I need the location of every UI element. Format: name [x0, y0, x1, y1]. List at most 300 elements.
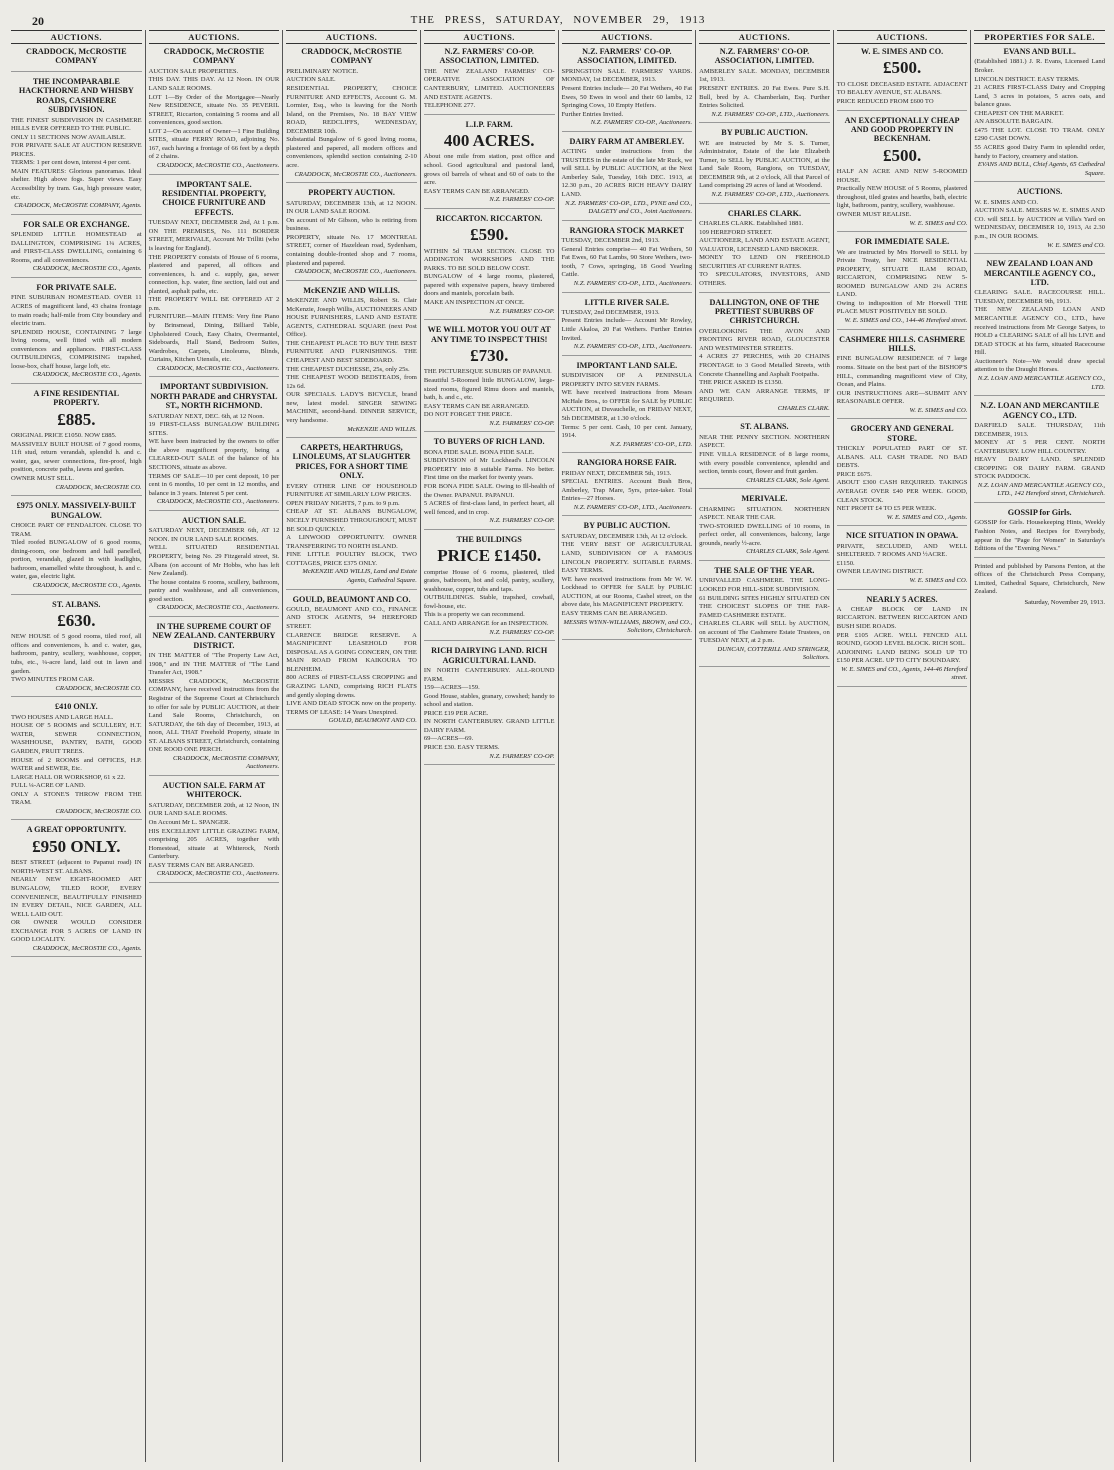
- ad-text: AND WE CAN ARRANGE TERMS, IF REQUIRED.: [699, 387, 830, 404]
- ad-signature: N.Z. FARMERS' CO-OP.: [489, 419, 555, 427]
- ad-text: FINE VILLA RESIDENCE of 8 large rooms, with every possible convenience, splendid and section, tennis court, flower and fruit garden.: [699, 450, 830, 476]
- ad-text: THE FINEST SUBDIVISION IN CASHMERE HILLS EVER OFFERED TO THE PUBLIC.: [11, 116, 142, 133]
- ad-text: CHOICE PART OF FENDALTON. CLOSE TO TRAM.: [11, 522, 142, 538]
- ad-text: Substantial Bungalow of 6 good living rooms, plastered and papered, all modern offices and conveniences, splendid section containing 2-10 acre.: [286, 136, 417, 170]
- advertisement: [974, 259, 1105, 396]
- ad-headline: N.Z. FARMERS' CO-OP. ASSOCIATION, LIMITED.: [714, 47, 815, 66]
- column: [283, 30, 421, 1462]
- ad-text: McKENZIE AND WILLIS, Robert St. Clair McKenzie, Joseph Willis, AUCTIONEERS AND HOUSE FURNISHERS, LAND AND ESTATE AGENTS, CATHEDRAL SQUARE (next Post Office).: [286, 297, 417, 339]
- column-heading: PROPERTIES FOR SALE.: [974, 30, 1105, 44]
- ad-text: 55 ACRES good Dairy Farm in splendid order, handy to Factory, creamery and station.: [974, 144, 1105, 160]
- ad-text: We are instructed by Mrs Horwell to SELL by Private Treaty, her NICE RESIDENTIAL PROPERTY, SITUATE ILAM ROAD, RICCARTON, COMPRISING NEW 5-ROOMED BUNGALOW AND 2¼ ACRES LAND.: [836, 248, 968, 299]
- column: [8, 30, 146, 1462]
- ad-signature: W. E. SIMES and CO., 144-46 Hereford street.: [844, 317, 968, 325]
- ad-price: £500.: [882, 58, 922, 78]
- ad-text: CHEAP AT ST. ALBANS BUNGALOW, NICELY FURNISHED THROUGHOUT, MUST BE SOLD QUICKLY.: [286, 508, 417, 533]
- ad-text: AUCTION SALE PROPERTIES.: [148, 67, 239, 75]
- ad-signature: CRADDOCK, McCROSTIE COMPANY, Agents.: [14, 202, 142, 210]
- ad-headline: BY PUBLIC AUCTION.: [583, 521, 670, 531]
- ad-text: ACTING under instructions from the TRUSTEES in the estate of the late Mr Ruck, we will SELL by PUBLIC AUCTION, at the Next Amberley Sale, Tuesday, 16th DEC. 1913, at 12.30 p.m., 20 ACRES RICH HEAVY DAIRY LAND.: [561, 148, 693, 199]
- ad-text: OVERLOOKING THE AVON AND FRONTING RIVER ROAD, GLOUCESTER AND WESTMINSTER STREETS.: [699, 327, 830, 352]
- ad-signature: N.Z. LOAN AND MERCANTILE AGENCY CO., LTD.: [977, 374, 1105, 391]
- advertisement: [149, 622, 280, 776]
- ad-text: OUR INSTRUCTIONS ARE—SUBMIT ANY REASONABLE OFFER.: [836, 389, 968, 406]
- advertisement: [424, 646, 555, 765]
- ad-text: A CHEAP BLOCK OF LAND IN RICCARTON. BETWEEN RICCARTON AND BUSH SIDE ROADS.: [836, 605, 968, 631]
- ad-signature: CRADDOCK, McCROSTIE COMPANY, Auctioneers.: [173, 754, 280, 771]
- ad-headline: NEW ZEALAND LOAN AND MERCANTILE AGENCY CO., LTD.: [983, 259, 1096, 287]
- ad-headline: IN THE SUPREME COURT OF NEW ZEALAND. CANTERBURY DISTRICT.: [152, 621, 276, 650]
- advertisement: [562, 521, 693, 639]
- advertisement: [149, 382, 280, 510]
- advertisement: [837, 424, 968, 526]
- ad-text: AUCTION SALE.: [286, 76, 336, 84]
- ad-headline: THE BUILDINGS: [456, 534, 522, 544]
- ad-text: FOR BONA FIDE SALE. Owing to Ill-health of the Owner. PAPANUI. PAPANUI.: [423, 483, 555, 499]
- advertisement: [424, 535, 555, 641]
- ad-text: DARFIELD SALE. THURSDAY, 11th DECEMBER, 1913.: [974, 421, 1105, 438]
- ad-text: General Entries comprise— 40 Fat Wethers, 50 Fat Ewes, 60 Fat Lambs, 90 Store Wethers, two-tooth, 7 Cows, springing, 18 Good Yearling Cattle.: [561, 245, 693, 279]
- ad-text: ORIGINAL PRICE £1050. NOW £885.: [11, 432, 117, 440]
- advertisement: [974, 508, 1105, 558]
- ad-signature: EVANS AND BULL, Chief Agents, 65 Cathedral Square.: [977, 161, 1105, 177]
- ad-text: GOSSIP for Girls. Housekeeping Hints, Weekly Fashion Notes, and Recipes for Everybody, appear in the "Page for Women" in Saturday's Editions of the "Evening News.": [974, 519, 1105, 553]
- ad-signature: CRADDOCK, McCROSTIE CO., Auctioneers.: [156, 870, 280, 878]
- ad-text: TERMS: 1 per cent down, interest 4 per cent.: [11, 159, 131, 167]
- ad-headline: NEARLY 5 ACRES.: [866, 594, 938, 604]
- ad-headline: A GREAT OPPORTUNITY.: [26, 825, 127, 835]
- ad-signature: W. E. SIMES and CO., Agents, 144-46 Hereford street.: [841, 665, 968, 682]
- ad-text: TUESDAY, 2nd DECEMBER, 1913.: [561, 308, 660, 316]
- advertisement: [562, 458, 693, 516]
- ad-headline: CRADDOCK, McCROSTIE COMPANY: [163, 47, 265, 66]
- ad-headline: PROPERTY AUCTION.: [308, 188, 395, 198]
- column-heading: AUCTIONS.: [424, 30, 555, 44]
- ad-signature: CRADDOCK, McCROSTIE CO., Agents.: [32, 944, 142, 952]
- ad-headline: McKENZIE AND WILLIS.: [303, 285, 400, 295]
- ad-text: MONEY AT 5 PER CENT. NORTH CANTERBURY. LOW HILL COUNTRY.: [974, 439, 1105, 455]
- ad-text: RESIDENTIAL PROPERTY, CHOICE FURNITURE AND EFFECTS, Account G. M. Lormier, Esq., who is leaving for the North Island, on the Premises, No. 18 BAY VIEW ROAD, REDCLIFFS, WEDNESDAY, DECEMBER 10th.: [286, 84, 417, 135]
- ad-text: TO CLOSE DECEASED ESTATE. ADJACENT TO BEALEY AVENUE, ST. ALBANS.: [836, 80, 968, 97]
- ad-text: FOR PRIVATE SALE AT AUCTION RESERVE PRICES.: [11, 142, 142, 158]
- ad-signature: N.Z. FARMERS' CO-OP., LTD., Auctioneers.: [573, 503, 693, 511]
- ad-text: WE have received instructions from Mr W. W. Lockhead to OFFER for SALE by PUBLIC AUCTION, at our Rooms, Cashel street, on the above date, his MAGNIFICENT PROPERTY.: [561, 575, 693, 609]
- ad-text: DO NOT FORGET THE PRICE.: [423, 411, 512, 419]
- ad-text: EASY TERMS CAN BE ARRANGED.: [148, 861, 255, 869]
- ad-text: WE have been instructed by the owners to offer the above magnificent property, being a CLEARED-OUT SALE of the balance of his SECTIONS, situate as above.: [148, 438, 280, 472]
- ad-headline: THE INCOMPARABLE HACKTHORNE AND WHISBY ROADS, CASHMERE SUBDIVISION.: [18, 76, 134, 115]
- ad-headline: CARPETS, HEARTHRUGS, LINOLEUMS, AT SLAUGHTER PRICES, FOR A SHORT TIME ONLY.: [292, 443, 411, 481]
- ad-text: OUR SPECIALS. LADY'S BICYCLE, brand new, latest model. SINGER SEWING MACHINE, second-hand. DINNER SERVICE, very handsome.: [286, 391, 417, 424]
- ad-text: MAIN FEATURES: Glorious panoramas. Ideal shelter. High above fogs. Super views. Easy Accessibility by tram. Gas, high pressure water, etc.: [11, 167, 142, 201]
- ad-text: OR OWNER WOULD CONSIDER EXCHANGE FOR 5 ACRES OF LAND IN GOOD LOCALITY.: [11, 919, 142, 944]
- ad-text: 800 ACRES of FIRST-CLASS CROPPING and GRAZING LAND, comprising RICH FLATS and gently sloping downs.: [286, 674, 417, 699]
- ad-text: PRICE REDUCED FROM £600 TO: [836, 97, 934, 105]
- advertisement: [699, 298, 830, 418]
- ad-signature: N.Z. FARMERS' CO-OP., LTD., PYNE and CO., DALGETY and CO., Joint Auctioneers.: [565, 199, 693, 216]
- ad-headline: FOR PRIVATE SALE.: [36, 282, 117, 292]
- ad-signature: MESSRS WYNN-WILLIAMS, BROWN, and CO., Solicitors, Christchurch.: [563, 618, 693, 635]
- advertisement: [699, 47, 830, 123]
- ad-text: GOULD, BEAUMONT AND CO., FINANCE AND STOCK AGENTS, 94 HEREFORD STREET.: [286, 605, 417, 631]
- ad-text: AN ABSOLUTE BARGAIN.: [974, 118, 1053, 126]
- ad-headline: RANGIORA STOCK MARKET: [569, 225, 685, 235]
- ad-signature: N.Z. FARMERS' CO-OP.: [489, 307, 555, 315]
- ad-headline: NICE SITUATION IN OPAWA.: [846, 531, 959, 541]
- page-number: 20: [32, 14, 44, 28]
- advertisement: [699, 566, 830, 667]
- ad-text: FINE SUBURBAN HOMESTEAD. OVER 11 ACRES of magnificent land, 43 chains frontage to main roads; half-mile from City boundary and electric tram.: [11, 294, 142, 328]
- ad-headline: IMPORTANT SALE. RESIDENTIAL PROPERTY, CHOICE FURNITURE AND EFFECTS.: [161, 179, 266, 217]
- ad-text: THE VERY BEST OF AGRICULTURAL LAND, SUBDIVISION OF A FAMOUS LINCOLN PROPERTY. SUITABLE FARMS. EASY TERMS.: [561, 541, 693, 575]
- ad-text: FULL ¼-ACRE OF LAND.: [11, 782, 86, 790]
- ad-text: EASY TERMS CAN BE ARRANGED.: [423, 402, 530, 410]
- ad-text: SATURDAY NEXT, DEC. 6th, at 12 Noon.: [148, 412, 265, 420]
- ad-signature: W. E. SIMES and CO., Agents.: [886, 513, 968, 521]
- ad-text: OUTBUILDINGS. Stable, trapshed, cowbail, fowl-house, etc.: [423, 594, 555, 610]
- ad-signature: CRADDOCK, McCROSTIE CO.: [55, 483, 142, 491]
- ad-text: HOUSE of 2 ROOMS and OFFICES, H.P. WATER and SEWER, Etc.: [11, 756, 142, 773]
- ad-signature: CRADDOCK, McCROSTIE CO., Auctioneers.: [294, 170, 417, 178]
- ad-text: PRICE £675.: [836, 470, 872, 478]
- ad-text: SPRINGSTON SALE. FARMERS' YARDS. MONDAY, 1st DECEMBER, 1913.: [561, 67, 693, 84]
- ad-text: HEAVY DAIRY LAND. SPLENDID CROPPING OR DAIRY FARM. GRAND STOCK PADDOCK.: [974, 456, 1105, 481]
- advertisement: [562, 298, 693, 356]
- ad-text: FRIDAY NEXT, DECEMBER 5th, 1913.: [561, 469, 672, 477]
- ad-headline: DALLINGTON, ONE OF THE PRETTIEST SUBURBS OF CHRISTCHURCH.: [709, 297, 820, 326]
- advertisement: [286, 47, 417, 183]
- ad-text: BEST STREET (adjacent to Papanui road) IN NORTH-WEST ST. ALBANS.: [11, 859, 142, 875]
- ad-text: WE have received instructions from Messrs McHale Bros., to OFFER for SALE by PUBLIC AUCTION, at Duvauchelle, on FRIDAY NEXT, 5th DECEMBER, at 1.30 o'clock.: [561, 389, 693, 422]
- advertisement: [286, 188, 417, 280]
- column: [146, 30, 284, 1462]
- ad-text: W. E. SIMES AND CO.: [974, 198, 1039, 206]
- ad-text: SPLENDID LITTLE HOMESTEAD at DALLINGTON, COMPRISING 1¼ ACRES, and FIRST-CLASS DWELLING, containing 6 Rooms, and all conveniences.: [11, 231, 142, 264]
- ad-headline: CRADDOCK, McCROSTIE COMPANY: [26, 47, 127, 66]
- ad-signature: CHARLES CLARK, Sole Agent.: [746, 548, 830, 556]
- advertisement: [562, 361, 693, 453]
- ad-headline: CASHMERE HILLS. CASHMERE HILLS.: [839, 334, 965, 353]
- ad-text: HIS EXCELLENT LITTLE GRAZING FARM, comprising 205 ACRES, together with Homestead, situate at Whiterock, North Canterbury.: [148, 827, 280, 861]
- ad-signature: N.Z. FARMERS' CO-OP., LTD., Auctioneers.: [573, 279, 693, 287]
- ad-text: NEAR THE PENNY SECTION. NORTHERN ASPECT.: [699, 433, 830, 450]
- ad-price: £885.: [57, 409, 96, 429]
- ad-headline: BY PUBLIC AUCTION.: [721, 128, 808, 138]
- columns-container: [8, 30, 1108, 1462]
- ad-price: £630.: [57, 610, 96, 630]
- ad-text: THE PROPERTY WILL BE OFFERED AT 2 p.m.: [148, 296, 280, 312]
- advertisement: [837, 47, 968, 111]
- advertisement: [424, 325, 555, 432]
- advertisement: [149, 47, 280, 175]
- advertisement: [11, 283, 142, 384]
- ad-text: SATURDAY, DECEMBER 13th, at 12 NOON. IN OUR LAND SALE ROOM.: [286, 199, 417, 216]
- ad-price: PRICE £1450.: [437, 546, 542, 566]
- ad-headline: CRADDOCK, McCROSTIE COMPANY: [301, 47, 402, 66]
- ad-price: £590.: [470, 225, 509, 245]
- ad-text: BONA FIDE SALE. BONA FIDE SALE.: [423, 448, 535, 456]
- ad-text: SUBDIVISION of Mr Lockhead's LINCOLN PROPERTY into 8 suitable Farms. No better. First time on the market for twenty years.: [423, 457, 555, 482]
- column: [696, 30, 834, 1462]
- ad-text: OWNER MUST SELL.: [11, 475, 75, 483]
- advertisement: [149, 781, 280, 883]
- ad-signature: GOULD, BEAUMONT AND CO.: [328, 717, 417, 725]
- advertisement: [424, 437, 555, 529]
- ad-signature: N.Z. LOAN AND MERCANTILE AGENCY CO., LTD., 142 Hereford street, Christchurch.: [977, 481, 1105, 498]
- ad-signature: W. E. SIMES and CO.: [1047, 241, 1105, 249]
- ad-text: SUBDIVISION OF A PENINSULA PROPERTY INTO SEVEN FARMS.: [561, 372, 693, 388]
- ad-text: Tiled roofed BUNGALOW of 6 good rooms, dining-room, one bedroom and hall panelled, portion, verandah, glazed in with leadlights, bathroom, enamelled white throughout, h. and c. water, gas, electric light.: [11, 539, 142, 581]
- ad-text: PRICE £30. EASY TERMS.: [423, 744, 500, 752]
- ad-text: £475 THE LOT. CLOSE TO TRAM. ONLY £290 CASH DOWN.: [974, 126, 1105, 143]
- ad-text: NEARLY NEW EIGHT-ROOMED ART BUNGALOW, TILED ROOF, EVERY CONVENIENCE, BEAUTIFULLY FINISHED IN EVERY DETAIL, NICE GARDEN, ALL WELL LAID OUT.: [11, 876, 142, 918]
- ad-headline: W. E. SIMES AND CO.: [860, 47, 944, 56]
- ad-text: WE are instructed by Mr S. S. Turner, Administrator, Estate of the late Elizabeth Turner, to SELL by PUBLIC AUCTION, at the Land Sale Room, Rangiora, on TUESDAY, DECEMBER 9th, at 2 o'clock, All that Parcel of Land comprising 29 acres of land at Woodend.: [699, 139, 830, 190]
- ad-text: On account of Mr Gibson, who is retiring from business.: [286, 216, 417, 233]
- ad-text: CLEARING SALE. RACECOURSE HILL. TUESDAY, DECEMBER 9th, 1913.: [974, 289, 1105, 305]
- column-heading: AUCTIONS.: [149, 30, 280, 44]
- ad-text: SATURDAY NEXT, DECEMBER 6th, AT 12 NOON. IN OUR LAND SALE ROOMS.: [148, 527, 280, 543]
- ad-text: 5 ACRES of first-class land, in perfect heart, all well fenced, and in crop.: [423, 500, 555, 516]
- ad-text: LIVE AND DEAD STOCK now on the property.: [286, 700, 417, 708]
- ad-text: THE CHEAPEST PLACE TO BUY THE BEST FURNITURE AND FURNISHINGS. THE CHEAPEST AND BEST SIDEBOARD.: [286, 339, 417, 364]
- ad-text: MESSRS CRADDOCK, McCROSTIE COMPANY, have received instructions from the Registrar of the Supreme Court at Christchurch to offer for sale by PUBLIC AUCTION, at their Land Sale Rooms, Christchurch, on SATURDAY, the 6th day of December, 1913, at noon, ALL THAT Freehold Property, situate in ST. ALBANS STREET, Christchurch, containing ONE ROOD ONE PERCH.: [148, 677, 280, 754]
- advertisement: [286, 595, 417, 730]
- ad-text: TUESDAY, DECEMBER 2nd, 1913.: [561, 237, 660, 245]
- ad-text: This is a property we can recommend.: [423, 611, 525, 619]
- ad-text: About one mile from station, post office and school. Good agricultural and pastoral land, grows oil barrels of wheat and 60 of oats to the acre.: [423, 153, 555, 187]
- advertisement: [11, 702, 142, 820]
- ad-text: 109 HEREFORD STREET.: [699, 228, 773, 236]
- ad-text: 19 FIRST-CLASS BUNGALOW BUILDING SITES.: [148, 421, 280, 437]
- ad-text: IN THE MATTER of "The Property Law Act, 1908," and IN THE MATTER of "The Land Transfer Act, 1908.": [148, 652, 280, 677]
- ad-text: ABOUT £300 CASH REQUIRED. TAKINGS AVERAGE OVER £40 PER WEEK. GOOD, CLEAN STOCK.: [836, 479, 968, 504]
- advertisement: [974, 401, 1105, 503]
- ad-text: A LINWOOD OPPORTUNITY. OWNER TRANSFERRING TO NORTH ISLAND.: [286, 534, 417, 550]
- ad-text: The house contains 6 rooms, scullery, bathroom, pantry and washhouse, and all conveniences, good section.: [148, 578, 280, 603]
- ad-text: IN NORTH CANTERBURY. ALL-ROUND FARM.: [423, 666, 555, 683]
- ad-price: 400 ACRES.: [443, 131, 535, 151]
- ad-text: TERMS OF LEASE: 14 Years Unexpired.: [286, 708, 398, 716]
- ad-signature: McKENZIE AND WILLIS, Land and Estate Agents, Cathedral Square.: [302, 568, 417, 584]
- ad-text: Beautiful 5-Roomed little BUNGALOW, large-sized rooms, figured Rimu doors and mantels, bath, h. and c., etc.: [423, 376, 555, 402]
- ad-headline: N.Z. FARMERS' CO-OP. ASSOCIATION, LIMITED.: [577, 47, 677, 66]
- ad-headline: CHARLES CLARK.: [727, 208, 802, 218]
- ad-signature: N.Z. FARMERS' CO-OP.: [489, 196, 555, 204]
- ad-signature: CRADDOCK, McCROSTIE CO., Auctioneers.: [294, 268, 417, 276]
- ad-signature: N.Z. FARMERS' CO-OP., LTD., Auctioneers.: [711, 110, 830, 118]
- ad-text: PROPERTY, situate No. 17 MONTREAL STREET, corner of Hazeldean road, Sydenham, containing double-fronted shop and 7 rooms, plastered and papered.: [286, 233, 417, 267]
- ad-text: HOUSE OF 5 ROOMS and SCULLERY, H.T. WATER, SEWER CONNECTION, WASHHOUSE, PANTRY, BATH, GOOD GARDEN, FRUIT TREES.: [11, 722, 142, 755]
- advertisement: [149, 180, 280, 378]
- ad-headline: GOULD, BEAUMONT AND CO.: [292, 594, 411, 604]
- advertisement: [837, 531, 968, 589]
- ad-text: FINE BUNGALOW RESIDENCE of 7 large rooms. Situate on the best part of the BISHOP'S HILL, commanding magnificent view of City, Ocean, and Plains.: [836, 355, 968, 389]
- ad-headline: RICH DAIRYING LAND. RICH AGRICULTURAL LAND.: [431, 646, 548, 665]
- ad-text: PRIVATE, SECLUDED, AND WELL SHELTERED. 7 ROOMS AND ½ACRE.: [836, 542, 968, 559]
- ad-text: CHARLES CLARK. Established 1881.: [699, 220, 804, 227]
- ad-text: THE NEW ZEALAND FARMERS' CO-OPERATIVE ASSOCIATION OF CANTERBURY, LIMITED. AUCTIONEERS AND ESTATE AGENTS.: [423, 67, 555, 101]
- ad-text: OPEN FRIDAY NIGHTS, 7 p.m. to 9 p.m.: [286, 499, 400, 507]
- ad-signature: CHARLES CLARK.: [777, 404, 830, 412]
- ad-headline: WE WILL MOTOR YOU OUT AT ANY TIME TO INSPECT THIS!: [427, 325, 551, 344]
- ad-text: EASY TERMS CAN BE ARRANGED.: [423, 187, 530, 195]
- ad-text: Terms: 5 per cent. Cash, 10 per cent. January, 1914.: [561, 423, 693, 440]
- footer-date: Saturday, November 29, 1913.: [1024, 598, 1105, 606]
- column: [834, 30, 972, 1462]
- advertisement: [286, 443, 417, 589]
- ad-headline: GROCERY AND GENERAL STORE.: [850, 424, 954, 443]
- ad-text: NEW HOUSE of 5 good rooms, tiled roof, all offices and conveniences, h. and c. water, gas, bathroom, pantry, scullery, washhouse, copper, tubs, etc., ¼-acre land, laid out in lawn and garden.: [11, 633, 142, 675]
- ad-headline: IMPORTANT LAND SALE.: [576, 360, 678, 370]
- advertisement: [837, 116, 968, 233]
- ad-text: (Established 1881.) J. R. Evans, Licensed Land Broker.: [974, 58, 1105, 74]
- ad-headline: £410 ONLY.: [55, 702, 98, 712]
- ad-text: 69—ACRES—69.: [423, 735, 474, 743]
- advertisement: [11, 501, 142, 594]
- ad-text: TWO-STORIED DWELLING of 10 rooms, in perfect order, all conveniences, balcony, large grounds, nearly ½-acre.: [699, 522, 830, 547]
- ad-text: comprise House of 6 rooms, plastered, tiled grates, bathroom, hot and cold, pantry, scullery, washhouse, copper, tubs and taps.: [423, 568, 555, 593]
- masthead: [8, 12, 1108, 30]
- ad-text: Present Entries include— Account Mr Rowley, Little Akaloa, 20 Fat Wethers. Further Entries Invited.: [561, 317, 693, 342]
- ad-signature: CRADDOCK, McCROSTIE CO., Auctioneers.: [156, 604, 280, 612]
- ad-signature: McKENZIE AND WILLIS.: [347, 425, 417, 433]
- advertisement: [424, 120, 555, 209]
- ad-signature: CRADDOCK, McCROSTIE CO., Agents.: [32, 581, 142, 589]
- ad-text: Good House, stables, granary, cowshed; handy to school and station.: [423, 692, 555, 709]
- ad-headline: AN EXCEPTIONALLY CHEAP AND GOOD PROPERTY IN BECKENHAM.: [844, 115, 960, 144]
- ad-text: LARGE HALL OR WORKSHOP, 61 x 22.: [11, 773, 126, 781]
- ad-headline: LITTLE RIVER SALE.: [584, 297, 670, 307]
- ad-headline: ST. ALBANS.: [52, 599, 101, 609]
- ad-signature: N.Z. FARMERS' CO-OP.: [489, 752, 555, 760]
- ad-text: FURNITURE—MAIN ITEMS: Very fine Piano by Brinsmead, Dining, Billiard Table, Upholstered Couch, Easy Chairs, Overmantel, Sideboards, Hall Stand, Bedroom Suites, Wardrobes, Carpets, Linoleums, Blinds, Curtains, Kitchen Utensils, etc.: [148, 313, 280, 364]
- ad-text: Further Entries Invited.: [561, 110, 624, 118]
- ad-signature: CRADDOCK, McCROSTIE CO.: [55, 684, 142, 692]
- advertisement: [837, 237, 968, 329]
- ad-text: £1150.: [836, 559, 855, 567]
- ad-text: CALL AND ARRANGE for an INSPECTION.: [423, 620, 549, 627]
- ad-headline: AUCTIONS.: [1017, 187, 1063, 197]
- advertisement: [11, 825, 142, 957]
- advertisement: [11, 220, 142, 278]
- ad-price: £500.: [882, 145, 922, 165]
- ad-text: AUCTIONEER, LAND AND ESTATE AGENT, VALUATOR, LICENSED LAND BROKER.: [699, 237, 830, 253]
- ad-text: SPECIAL ENTRIES. Account Bush Bros, Amberley, Trap Mare, 5yrs, prize-taker. Total Entries—27 Horses.: [561, 478, 693, 503]
- ad-price: £730.: [470, 346, 509, 365]
- ad-signature: W. E. SIMES and CO.: [909, 406, 968, 414]
- advertisement: [562, 137, 693, 221]
- ad-text: TERMS OF SALE—10 per cent deposit, 10 per cent in 6 months, 10 per cent in 12 months, and balance in 3 years. Interest 5 per cent.: [148, 472, 280, 497]
- advertisement: [286, 286, 417, 438]
- ad-headline: EVANS AND BULL.: [1003, 47, 1076, 56]
- ad-text: MASSIVELY BUILT HOUSE of 7 good rooms, 11ft stud, return verandah, splendid h. and c. water, gas, sewer connections, fire-proof, high position, concrete paths, lawns and garden.: [11, 440, 142, 474]
- ad-text: THE NEW ZEALAND LOAN AND MERCANTILE AGENCY CO., LTD., have received instructions from Mr George Satyes, to HOLD a CLEARING SALE of all his LIVE and DEAD STOCK at his farm, situated Racecourse Hill.: [974, 306, 1105, 357]
- ad-text: ONLY A STONE'S THROW FROM THE TRAM.: [11, 790, 142, 807]
- ad-text: THE PRICE ASKED IS £1350.: [699, 379, 783, 387]
- ad-signature: CRADDOCK, McCROSTIE CO., Agents.: [32, 265, 142, 273]
- ad-headline: FOR IMMEDIATE SALE.: [854, 237, 950, 247]
- ad-headline: AUCTION SALE.: [181, 515, 247, 525]
- ad-headline: DAIRY FARM AT AMBERLEY.: [569, 136, 685, 146]
- ad-text: OWNER MUST REALISE.: [836, 210, 912, 218]
- ad-signature: N.Z. FARMERS' CO-OP., LTD., Auctioneers.: [573, 343, 693, 351]
- ad-text: PRESENT ENTRIES. 20 Fat Ewes. Pure S.H. Bull, bred by A. Chamberlain, Esq. Further Entries Solicited.: [699, 84, 830, 110]
- ad-text: FINE LITTLE POULTRY BLOCK, TWO COTTAGES, PRICE £375 ONLY.: [286, 551, 417, 567]
- advertisement: [699, 209, 830, 293]
- ad-signature: CRADDOCK, McCROSTIE CO.: [55, 807, 142, 815]
- ad-text: TWO HOUSES AND LARGE HALL.: [11, 713, 114, 721]
- ad-text: CHEAPEST ON THE MARKET.: [974, 109, 1064, 117]
- ad-headline: IMPORTANT SUBDIVISION. NORTH PARADE and CHRYSTAL ST., NORTH RICHMOND.: [150, 382, 278, 411]
- ad-headline: N.Z. LOAN AND MERCANTILE AGENCY CO., LTD.: [980, 401, 1100, 420]
- ad-text: IN NORTH CANTERBURY. GRAND LITTLE DAIRY FARM.: [423, 718, 555, 734]
- ad-text: AUCTION SALE. MESSRS W. E. SIMES AND CO. will SELL by AUCTION at Villa's Yard on WEDNESDAY, DECEMBER 10, 1913, At 2.30 p.m., IN OUR ROOMS.: [974, 207, 1105, 240]
- ad-signature: N.Z. FARMERS' CO-OP., LTD., Auctioneers.: [711, 191, 830, 199]
- advertisement: [562, 226, 693, 293]
- column-heading: AUCTIONS.: [562, 30, 693, 44]
- advertisement: [974, 47, 1105, 182]
- ad-headline: GOSSIP for Girls.: [1007, 508, 1072, 518]
- ad-text: THICKLY POPULATED PART OF ST. ALBANS. ALL CASH TRADE. NO BAD DEBTS.: [836, 445, 968, 470]
- advertisement: [699, 128, 830, 203]
- advertisement: [149, 516, 280, 617]
- ad-text: THE PICTURESQUE SUBURB OF PAPANUI.: [423, 368, 552, 376]
- ad-text: SATURDAY, DECEMBER 20th, at 12 Noon, IN OUR LAND SALE ROOMS.: [148, 801, 280, 818]
- ad-text: AMBERLEY SALE. MONDAY, DECEMBER 1st, 1913.: [699, 67, 830, 84]
- ad-text: PRICE £19 PER ACRE.: [423, 709, 489, 717]
- ad-text: THE PROPERTY consists of House of 6 rooms, plastered and papered, all offices and conveniences, h. and c. supply, gas, sewer connection, h.p. water, fine section, laid out and planted, asphalt paths, etc.: [148, 253, 280, 295]
- ad-text: EVERY OTHER LINE OF HOUSEHOLD FURNITURE AT SIMILARLY LOW PRICES.: [286, 482, 417, 499]
- footer-imprint: Printed and published by Parsons Fenton, at the offices of the Christchurch Press Company, Limited, Cathedral Square, Christchurch, New Zealand.: [974, 562, 1105, 596]
- ad-text: WELL SITUATED RESIDENTIAL PROPERTY, being No. 29 Fitzgerald street, St. Albans (on account of Mr Hobbs, who has left New Zealand).: [148, 544, 280, 578]
- column-heading: AUCTIONS.: [11, 30, 142, 44]
- ad-signature: CHARLES CLARK, Sole Agent.: [746, 476, 830, 484]
- ad-text: SATURDAY, DECEMBER 13th, At 12 o'clock.: [561, 532, 688, 540]
- column: [559, 30, 697, 1462]
- ad-text: UNRIVALLED CASHMERE. THE LONG-LOOKED FOR HILL-SIDE SUBDIVISION.: [699, 577, 830, 593]
- ad-headline: MERIVALE.: [741, 494, 788, 504]
- ad-signature: N.Z. FARMERS' CO-OP.: [489, 628, 555, 636]
- ad-text: WITHIN 5d TRAM SECTION. CLOSE TO ADDINGTON WORKSHOPS AND THE PARKS. TO BE SOLD BELOW COST.: [423, 247, 555, 272]
- ad-text: 61 BUILDING SITES HIGHLY SITUATED ON THE CHOICEST SLOPES OF THE FAR-FAMED CASHMERE ESTATE.: [699, 594, 830, 619]
- ad-headline: £975 ONLY. MASSIVELY-BUILT BUNGALOW.: [16, 501, 136, 520]
- ad-signature: W. E. SIMES and CO.: [909, 576, 968, 584]
- ad-text: On Account Mr L. SPANGER.: [148, 819, 231, 827]
- ad-text: HALF AN ACRE AND NEW 5-ROOMED HOUSE.: [836, 168, 968, 184]
- column-heading: AUCTIONS.: [837, 30, 968, 44]
- advertisement: [424, 47, 555, 115]
- advertisement: [562, 47, 693, 132]
- ad-text: NET PROFIT £4 TO £5 PER WEEK.: [836, 505, 937, 513]
- ad-headline: THE SALE OF THE YEAR.: [714, 565, 815, 575]
- ad-text: Present Entries include— 20 Fat Wethers, 40 Fat Ewes, 50 Ewes in wool and their 60 lambs, 12 Springing Cows, 10 Empty Heifers.: [561, 84, 693, 110]
- advertisement: [11, 389, 142, 496]
- ad-headline: TO BUYERS OF RICH LAND.: [433, 437, 545, 447]
- ad-text: PRELIMINARY NOTICE.: [286, 67, 359, 75]
- ad-text: PER £105 ACRE. WELL FENCED ALL ROUND, GOOD LEVEL BLOCK. RICH SOIL.: [836, 631, 968, 648]
- ad-signature: W. E. SIMES and CO.: [909, 219, 968, 227]
- ad-text: 159—ACRES—159.: [423, 684, 480, 692]
- ad-text: Practically NEW HOUSE of 5 Rooms, plastered throughout, tiled grates and hearths, bath, electric light, bathroom, pantry, scullery, washhouse.: [836, 185, 968, 210]
- ad-price: £950 ONLY.: [32, 836, 121, 856]
- ad-headline: RANGIORA HORSE FAIR.: [577, 458, 677, 468]
- advertisement: [11, 600, 142, 698]
- ad-text: THIS DAY. THIS DAY. At 12 Noon. IN OUR LAND SALE ROOMS.: [148, 76, 280, 92]
- ad-signature: DUNCAN, COTTERILL AND STRINGER, Solicitors.: [717, 645, 830, 662]
- ad-text: ADJOINING LAND BEING SOLD UP TO £150 PER ACRE. UP TO CITY BOUNDARY.: [836, 648, 968, 665]
- ad-signature: N.Z. FARMERS' CO-OP., Auctioneers.: [590, 119, 693, 127]
